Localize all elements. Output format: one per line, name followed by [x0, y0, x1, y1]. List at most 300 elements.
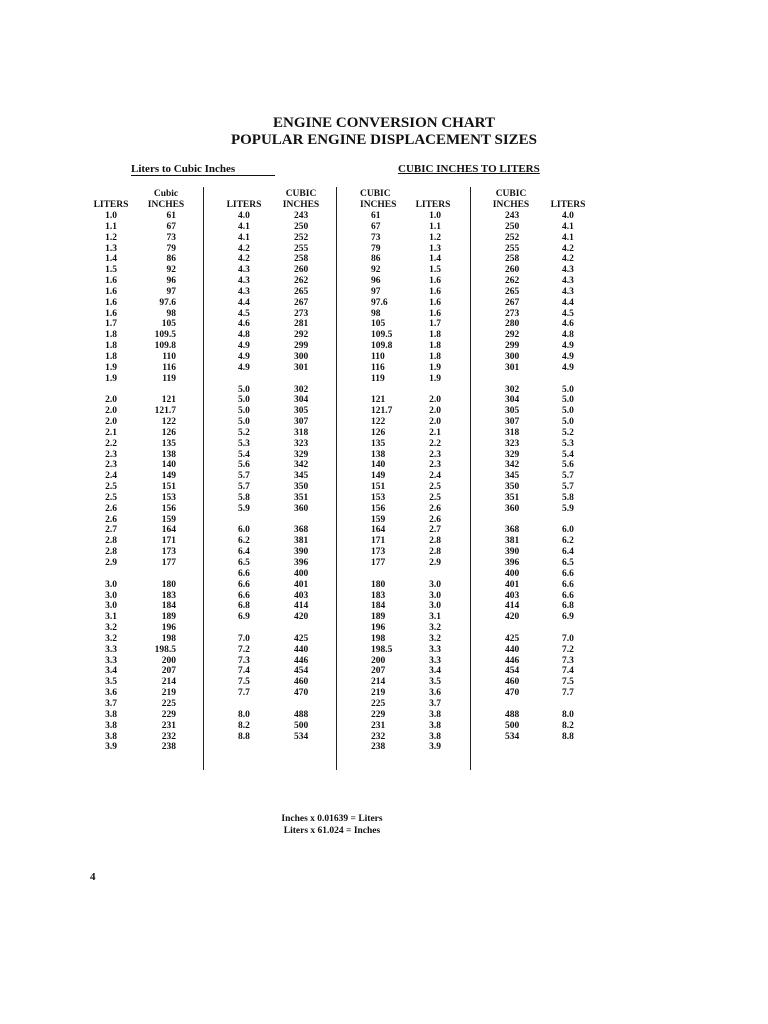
column-b-inches	[294, 211, 324, 742]
table-cell	[371, 569, 405, 580]
table-cell: 232	[161, 731, 176, 742]
table-cell: 400	[294, 568, 309, 579]
table-cell: 425	[505, 633, 520, 644]
table-cell: 180	[371, 579, 386, 590]
table-cell: 2.5	[105, 492, 117, 503]
table-cell: 1.6	[105, 308, 117, 319]
table-cell: 3.7	[105, 698, 117, 709]
table-cell: 273	[294, 308, 309, 319]
table-cell: 273	[505, 308, 520, 319]
column-divider-3	[470, 187, 471, 770]
table-cell: 7.4	[238, 666, 250, 677]
table-cell: 250	[294, 221, 309, 232]
table-cell: 138	[161, 449, 176, 460]
table-cell: 1.1	[429, 221, 441, 232]
table-cell: 149	[371, 471, 386, 482]
header-liters-d: LITERS	[550, 200, 586, 210]
table-cell: 2.0	[105, 406, 117, 417]
table-cell: 5.0	[562, 384, 574, 395]
table-cell: 5.6	[238, 460, 250, 471]
table-cell: 61	[371, 211, 381, 221]
header-cubic-a: Cubic	[153, 189, 179, 199]
table-cell: 400	[505, 568, 520, 579]
table-cell: 4.2	[238, 243, 250, 254]
table-cell: 196	[371, 623, 386, 634]
table-cell: 2.0	[429, 406, 441, 417]
table-cell: 4.6	[238, 319, 250, 330]
table-cell: 105	[371, 319, 386, 330]
table-cell: 4.3	[238, 276, 250, 287]
table-cell: 2.8	[429, 547, 441, 558]
table-cell: 6.4	[562, 547, 574, 558]
table-cell: 8.0	[238, 709, 250, 720]
table-cell: 488	[294, 709, 309, 720]
table-cell: 1.2	[429, 232, 441, 243]
table-cell: 318	[505, 427, 520, 438]
table-cell: 329	[505, 449, 520, 460]
table-cell: 3.7	[429, 698, 441, 709]
table-cell	[294, 515, 324, 526]
table-cell: 171	[161, 536, 176, 547]
table-cell: 6.6	[238, 579, 250, 590]
table-cell: 116	[162, 362, 176, 373]
table-cell: 262	[505, 276, 520, 287]
table-cell: 305	[505, 406, 520, 417]
table-cell: 292	[505, 330, 520, 341]
table-cell: 2.7	[429, 525, 441, 536]
table-cell: 135	[371, 438, 386, 449]
table-cell: 4.5	[238, 308, 250, 319]
table-cell: 1.3	[105, 243, 117, 254]
table-cell: 121.7	[371, 406, 393, 417]
table-cell: 126	[161, 427, 176, 438]
table-cell	[562, 699, 592, 710]
table-cell: 6.5	[238, 558, 250, 568]
table-cell: 3.2	[429, 633, 441, 644]
table-cell: 3.3	[105, 655, 117, 666]
table-cell: 454	[505, 666, 520, 677]
table-cell	[562, 623, 592, 634]
table-cell: 7.0	[562, 633, 574, 644]
table-cell: 5.4	[238, 449, 250, 460]
table-cell: 1.3	[429, 243, 441, 254]
table-cell: 6.5	[562, 558, 574, 568]
table-cell: 119	[162, 373, 176, 384]
table-cell: 1.8	[429, 351, 441, 362]
table-cell: 6.6	[562, 568, 574, 579]
table-cell: 7.5	[562, 677, 574, 688]
table-cell: 262	[294, 276, 309, 287]
table-cell: 214	[161, 677, 176, 688]
table-cell: 3.8	[105, 720, 117, 731]
table-cell: 1.9	[105, 362, 117, 373]
table-cell: 122	[371, 417, 386, 428]
formula-liters-to-inches: Liters x 61.024 = Inches	[283, 826, 381, 836]
table-cell	[371, 385, 405, 396]
table-cell: 159	[371, 514, 386, 525]
table-cell: 7.5	[238, 677, 250, 688]
header-liters-a: LITERS	[93, 200, 129, 210]
table-cell: 6.2	[238, 536, 250, 547]
table-cell: 109.8	[371, 341, 393, 352]
table-cell	[505, 699, 535, 710]
table-cell: 8.8	[238, 731, 250, 742]
table-cell: 5.0	[562, 406, 574, 417]
table-cell: 4.4	[238, 297, 250, 308]
table-cell: 390	[505, 547, 520, 558]
table-cell: 7.3	[562, 655, 574, 666]
table-cell: 97	[371, 286, 381, 297]
table-cell: 177	[161, 558, 176, 568]
table-cell: 5.6	[562, 460, 574, 471]
table-cell: 126	[371, 427, 386, 438]
table-cell: 198	[371, 633, 386, 644]
table-cell: 351	[505, 492, 520, 503]
table-cell: 61	[166, 211, 176, 221]
table-cell: 302	[294, 384, 309, 395]
table-cell: 329	[294, 449, 309, 460]
table-cell: 1.2	[105, 232, 117, 243]
table-cell	[505, 374, 535, 385]
table-cell: 8.0	[562, 709, 574, 720]
table-cell: 267	[294, 297, 309, 308]
table-cell: 2.2	[105, 438, 117, 449]
table-cell: 122	[161, 417, 176, 428]
table-cell: 302	[505, 384, 520, 395]
table-cell: 149	[161, 471, 176, 482]
table-cell: 420	[505, 612, 520, 623]
table-cell: 4.3	[238, 286, 250, 297]
table-cell: 110	[162, 351, 176, 362]
table-cell: 2.5	[105, 482, 117, 493]
table-cell: 300	[294, 351, 309, 362]
table-cell: 198.5	[154, 644, 176, 655]
table-cell: 121.7	[154, 406, 176, 417]
table-cell: 1.6	[429, 308, 441, 319]
table-cell: 6.8	[238, 601, 250, 612]
header-inches-d: INCHES	[492, 200, 530, 210]
table-cell: 135	[161, 438, 176, 449]
table-cell: 116	[371, 362, 385, 373]
table-cell: 8.8	[562, 731, 574, 742]
table-cell: 4.3	[562, 276, 574, 287]
table-cell: 307	[505, 417, 520, 428]
table-cell: 1.4	[429, 254, 441, 265]
table-cell: 238	[161, 742, 176, 753]
table-cell: 470	[505, 688, 520, 699]
column-d-liters	[562, 211, 592, 742]
table-cell	[562, 515, 592, 526]
table-cell: 2.0	[429, 395, 441, 406]
table-cell: 1.1	[105, 221, 117, 232]
table-cell: 5.0	[238, 395, 250, 406]
column-d-inches	[505, 211, 535, 742]
table-cell: 401	[505, 579, 520, 590]
table-cell: 5.0	[238, 417, 250, 428]
table-cell: 1.0	[105, 211, 117, 221]
header-inches-b: INCHES	[282, 200, 320, 210]
table-cell: 4.9	[238, 351, 250, 362]
table-cell: 265	[505, 286, 520, 297]
table-cell: 7.7	[238, 688, 250, 699]
table-cell: 1.6	[105, 297, 117, 308]
table-cell: 73	[371, 232, 381, 243]
table-cell: 318	[294, 427, 309, 438]
table-cell: 231	[161, 720, 176, 731]
table-cell: 500	[294, 720, 309, 731]
table-cell: 153	[371, 492, 386, 503]
table-cell: 2.3	[105, 460, 117, 471]
table-cell: 2.4	[429, 471, 441, 482]
table-cell: 454	[294, 666, 309, 677]
table-cell: 4.1	[238, 232, 250, 243]
table-cell: 360	[294, 503, 309, 514]
table-cell: 301	[505, 362, 520, 373]
table-cell: 4.8	[562, 330, 574, 341]
table-cell: 396	[505, 558, 520, 568]
table-cell: 460	[294, 677, 309, 688]
table-cell: 6.6	[238, 590, 250, 601]
table-cell: 109.5	[371, 330, 393, 341]
table-cell: 265	[294, 286, 309, 297]
table-cell: 3.6	[105, 688, 117, 699]
table-cell: 304	[294, 395, 309, 406]
table-cell: 4.9	[238, 362, 250, 373]
table-cell: 200	[371, 655, 386, 666]
table-cell: 8.2	[562, 720, 574, 731]
table-cell: 440	[294, 644, 309, 655]
header-cubic-d: CUBIC	[495, 189, 527, 199]
table-cell: 86	[371, 254, 381, 265]
table-cell: 5.7	[238, 482, 250, 493]
table-cell: 214	[371, 677, 386, 688]
table-cell: 1.5	[429, 265, 441, 276]
table-cell: 183	[371, 590, 386, 601]
table-cell: 110	[371, 351, 385, 362]
table-cell: 345	[294, 471, 309, 482]
table-cell: 189	[161, 612, 176, 623]
table-cell: 1.7	[429, 319, 441, 330]
table-cell: 250	[505, 221, 520, 232]
table-cell: 96	[371, 276, 381, 287]
table-cell: 5.3	[562, 438, 574, 449]
table-cell: 446	[505, 655, 520, 666]
table-cell: 342	[294, 460, 309, 471]
table-cell: 4.1	[238, 221, 250, 232]
table-cell: 360	[505, 503, 520, 514]
table-cell: 4.6	[562, 319, 574, 330]
table-cell	[562, 374, 592, 385]
table-cell: 323	[294, 438, 309, 449]
table-cell: 5.0	[238, 406, 250, 417]
table-cell: 7.7	[562, 688, 574, 699]
table-cell: 267	[505, 297, 520, 308]
table-cell: 96	[166, 276, 176, 287]
table-cell: 6.8	[562, 601, 574, 612]
table-cell: 3.9	[429, 742, 441, 753]
table-cell: 3.3	[429, 655, 441, 666]
table-cell: 4.9	[562, 362, 574, 373]
table-cell: 460	[505, 677, 520, 688]
table-cell: 403	[294, 590, 309, 601]
table-cell: 8.2	[238, 720, 250, 731]
table-cell: 1.8	[105, 330, 117, 341]
table-cell: 4.3	[562, 286, 574, 297]
table-cell: 4.1	[562, 221, 574, 232]
table-cell: 6.0	[562, 525, 574, 536]
table-cell: 299	[505, 341, 520, 352]
table-cell: 368	[294, 525, 309, 536]
table-cell: 1.5	[105, 265, 117, 276]
table-cell: 2.0	[105, 395, 117, 406]
table-cell: 3.0	[105, 590, 117, 601]
table-cell: 156	[371, 503, 386, 514]
table-cell	[96, 385, 126, 396]
table-cell: 5.0	[562, 395, 574, 406]
table-cell: 3.5	[105, 677, 117, 688]
table-cell: 414	[294, 601, 309, 612]
table-cell: 2.2	[429, 438, 441, 449]
table-cell	[146, 569, 176, 580]
table-cell: 5.8	[238, 492, 250, 503]
table-cell: 7.2	[562, 644, 574, 655]
table-cell: 4.1	[562, 232, 574, 243]
table-cell	[238, 374, 268, 385]
section-heading-liters-to-inches: Liters to Cubic Inches	[131, 163, 236, 175]
table-cell: 4.2	[562, 254, 574, 265]
table-cell: 2.3	[105, 449, 117, 460]
section-heading-inches-to-liters: CUBIC INCHES TO LITERS	[398, 163, 540, 175]
table-cell: 92	[371, 265, 381, 276]
table-cell: 307	[294, 417, 309, 428]
table-cell: 4.9	[562, 351, 574, 362]
table-cell: 200	[161, 655, 176, 666]
table-cell: 4.8	[238, 330, 250, 341]
table-cell: 281	[294, 319, 309, 330]
table-cell: 3.0	[105, 601, 117, 612]
table-cell: 243	[505, 211, 520, 221]
table-cell: 3.8	[429, 720, 441, 731]
table-cell: 2.0	[105, 417, 117, 428]
column-a-inches	[146, 211, 176, 753]
table-cell: 6.9	[562, 612, 574, 623]
table-cell: 7.3	[238, 655, 250, 666]
table-cell: 2.3	[429, 449, 441, 460]
table-cell: 3.3	[105, 644, 117, 655]
table-cell: 231	[371, 720, 386, 731]
table-cell: 305	[294, 406, 309, 417]
column-b-liters	[238, 211, 268, 742]
table-cell: 219	[161, 688, 176, 699]
table-cell: 2.1	[429, 427, 441, 438]
table-cell: 534	[294, 731, 309, 742]
table-cell: 180	[161, 579, 176, 590]
table-cell: 3.8	[429, 731, 441, 742]
table-cell: 121	[371, 395, 386, 406]
table-cell: 300	[505, 351, 520, 362]
table-cell: 351	[294, 492, 309, 503]
table-cell: 1.8	[429, 341, 441, 352]
table-cell: 403	[505, 590, 520, 601]
table-cell: 1.0	[429, 211, 441, 221]
table-cell: 1.9	[429, 373, 441, 384]
table-cell: 2.8	[429, 536, 441, 547]
table-cell: 3.2	[429, 623, 441, 634]
header-liters-b: LITERS	[226, 200, 262, 210]
table-cell	[238, 623, 268, 634]
column-divider-2	[336, 187, 337, 770]
table-cell: 5.2	[562, 427, 574, 438]
table-cell: 1.8	[105, 341, 117, 352]
table-cell: 3.0	[429, 590, 441, 601]
header-cubic-b: CUBIC	[285, 189, 317, 199]
table-cell: 2.3	[429, 460, 441, 471]
table-cell: 5.7	[238, 471, 250, 482]
table-cell: 6.4	[238, 547, 250, 558]
table-cell: 3.8	[105, 731, 117, 742]
table-cell: 2.6	[105, 514, 117, 525]
table-cell	[505, 623, 535, 634]
table-cell: 301	[294, 362, 309, 373]
table-cell: 420	[294, 612, 309, 623]
table-cell: 280	[505, 319, 520, 330]
table-cell: 6.9	[238, 612, 250, 623]
table-cell: 500	[505, 720, 520, 731]
table-cell	[146, 385, 176, 396]
table-cell: 232	[371, 731, 386, 742]
table-cell: 1.8	[429, 330, 441, 341]
table-cell: 342	[505, 460, 520, 471]
table-cell: 4.3	[238, 265, 250, 276]
table-cell: 177	[371, 558, 386, 568]
table-cell: 3.2	[105, 623, 117, 634]
table-cell: 97	[166, 286, 176, 297]
table-cell: 151	[371, 482, 386, 493]
table-cell: 6.2	[562, 536, 574, 547]
table-cell: 225	[371, 698, 386, 709]
table-cell: 2.6	[429, 503, 441, 514]
table-cell: 4.2	[238, 254, 250, 265]
table-cell: 140	[161, 460, 176, 471]
formula-inches-to-liters: Inches x 0.01639 = Liters	[281, 814, 383, 824]
table-cell: 390	[294, 547, 309, 558]
table-cell: 164	[161, 525, 176, 536]
table-cell	[294, 623, 324, 634]
table-cell: 3.8	[429, 709, 441, 720]
table-cell: 173	[371, 547, 386, 558]
table-cell: 98	[371, 308, 381, 319]
table-cell	[294, 699, 324, 710]
table-cell: 5.0	[238, 384, 250, 395]
table-cell: 4.0	[238, 211, 250, 221]
table-cell: 3.0	[105, 579, 117, 590]
table-cell: 6.6	[562, 590, 574, 601]
table-cell: 2.9	[429, 558, 441, 568]
table-cell: 73	[166, 232, 176, 243]
table-cell: 189	[371, 612, 386, 623]
table-cell: 79	[371, 243, 381, 254]
table-cell: 151	[161, 482, 176, 493]
table-cell: 6.6	[562, 579, 574, 590]
table-cell: 138	[371, 449, 386, 460]
table-cell: 345	[505, 471, 520, 482]
table-cell: 67	[166, 221, 176, 232]
table-cell: 2.8	[105, 536, 117, 547]
table-cell: 4.9	[562, 341, 574, 352]
table-cell: 299	[294, 341, 309, 352]
table-cell	[294, 374, 324, 385]
table-cell: 2.1	[105, 427, 117, 438]
